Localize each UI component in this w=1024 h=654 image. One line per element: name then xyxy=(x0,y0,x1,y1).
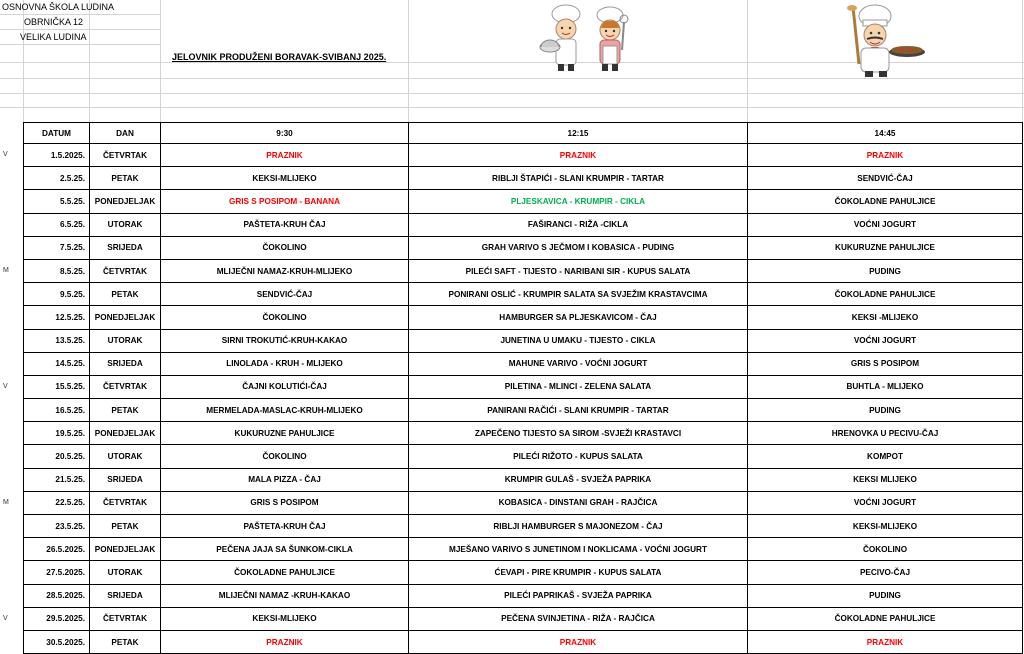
cell-date: 26.5.2025. xyxy=(24,538,90,561)
table-header-row xyxy=(24,123,1023,144)
cell-meal-1215: KOBASICA - DINSTANI GRAH - RAJČICA xyxy=(409,491,748,514)
table-row xyxy=(24,259,1023,282)
cell-meal-930: ČOKOLADNE PAHULJICE xyxy=(161,561,409,584)
header-meal-930: 9:30 xyxy=(161,123,409,144)
school-name: OSNOVNA ŠKOLA LUDINA xyxy=(2,2,115,12)
cell-meal-1215: JUNETINA U UMAKU - TIJESTO - CIKLA xyxy=(409,329,748,352)
school-street: OBRNIČKA 12 xyxy=(24,17,84,27)
cell-meal-1215: PILEĆI PAPRIKAŠ - SVJEŽA PAPRIKA xyxy=(409,584,748,607)
menu-title: JELOVNIK PRODUŽENI BORAVAK-SVIBANJ 2025. xyxy=(172,52,387,62)
cell-day: UTORAK xyxy=(90,561,161,584)
cell-meal-1445: PRAZNIK xyxy=(748,144,1023,167)
side-mark: M xyxy=(3,499,9,506)
table-row xyxy=(24,607,1023,630)
cell-meal-1215: PRAZNIK xyxy=(409,630,748,653)
cell-date: 23.5.25. xyxy=(24,515,90,538)
cell-meal-930: MLIJEČNI NAMAZ-KRUH-MLIJEKO xyxy=(161,259,409,282)
table-row xyxy=(24,422,1023,445)
cell-date: 22.5.25. xyxy=(24,491,90,514)
cell-meal-930: PRAZNIK xyxy=(161,144,409,167)
cell-meal-1445: PUDING xyxy=(748,399,1023,422)
cell-day: ČETVRTAK xyxy=(90,375,161,398)
cell-day: PONEDJELJAK xyxy=(90,422,161,445)
table-row xyxy=(24,630,1023,653)
cell-day: PONEDJELJAK xyxy=(90,538,161,561)
cell-meal-1445: PUDING xyxy=(748,584,1023,607)
table-row xyxy=(24,167,1023,190)
side-mark: V xyxy=(3,615,8,622)
cell-day: PETAK xyxy=(90,399,161,422)
cell-day: PETAK xyxy=(90,167,161,190)
cell-meal-1215: FAŠIRANCI - RIŽA -CIKLA xyxy=(409,213,748,236)
cell-date: 16.5.25. xyxy=(24,399,90,422)
cell-meal-1445: HRENOVKA U PECIVU-ČAJ xyxy=(748,422,1023,445)
table-row xyxy=(24,538,1023,561)
cell-date: 28.5.2025. xyxy=(24,584,90,607)
cell-meal-1445: KEKSI -MLIJEKO xyxy=(748,306,1023,329)
cell-date: 8.5.25. xyxy=(24,259,90,282)
cell-meal-930: ČOKOLINO xyxy=(161,236,409,259)
cell-day: PETAK xyxy=(90,515,161,538)
cell-day: SRIJEDA xyxy=(90,236,161,259)
cell-meal-1445: PRAZNIK xyxy=(748,630,1023,653)
school-city: VELIKA LUDINA xyxy=(20,32,87,42)
cell-day: UTORAK xyxy=(90,329,161,352)
header-datum: DATUM xyxy=(24,123,90,144)
table-row xyxy=(24,399,1023,422)
cell-meal-1445: SENDVIĆ-ČAJ xyxy=(748,167,1023,190)
cell-meal-1215: MAHUNE VARIVO - VOĆNI JOGURT xyxy=(409,352,748,375)
cell-meal-1445: ČOKOLADNE PAHULJICE xyxy=(748,283,1023,306)
table-row xyxy=(24,491,1023,514)
cell-meal-930: MERMELADA-MASLAC-KRUH-MLIJEKO xyxy=(161,399,409,422)
cell-date: 15.5.25. xyxy=(24,375,90,398)
cell-meal-930: ČOKOLINO xyxy=(161,445,409,468)
cell-date: 30.5.2025. xyxy=(24,630,90,653)
cell-meal-1215: PLJESKAVICA - KRUMPIR - CIKLA xyxy=(409,190,748,213)
cell-day: ČETVRTAK xyxy=(90,491,161,514)
cell-day: ČETVRTAK xyxy=(90,144,161,167)
cell-date: 20.5.25. xyxy=(24,445,90,468)
cell-day: UTORAK xyxy=(90,213,161,236)
cell-meal-1215: ZAPEČENO TIJESTO SA SIROM -SVJEŽI KRASTAVCI xyxy=(409,422,748,445)
cell-meal-930: GRIS S POSIPOM - BANANA xyxy=(161,190,409,213)
cell-meal-930: PAŠTETA-KRUH ČAJ xyxy=(161,515,409,538)
cell-meal-1445: ČOKOLADNE PAHULJICE xyxy=(748,607,1023,630)
cell-meal-1445: KUKURUZNE PAHULJICE xyxy=(748,236,1023,259)
table-row xyxy=(24,283,1023,306)
cell-meal-930: KEKSI-MLIJEKO xyxy=(161,167,409,190)
cell-meal-930: PRAZNIK xyxy=(161,630,409,653)
header-meal-1445: 14:45 xyxy=(748,123,1023,144)
cell-date: 29.5.2025. xyxy=(24,607,90,630)
cell-meal-930: SENDVIĆ-ČAJ xyxy=(161,283,409,306)
cell-meal-930: MLIJEČNI NAMAZ -KRUH-KAKAO xyxy=(161,584,409,607)
cell-meal-1445: KEKSI MLIJEKO xyxy=(748,468,1023,491)
cell-meal-1215: HAMBURGER SA PLJESKAVICOM - ČAJ xyxy=(409,306,748,329)
cell-meal-930: KUKURUZNE PAHULJICE xyxy=(161,422,409,445)
cell-day: UTORAK xyxy=(90,445,161,468)
cell-day: PETAK xyxy=(90,283,161,306)
cell-meal-930: MALA PIZZA - ČAJ xyxy=(161,468,409,491)
table-row xyxy=(24,468,1023,491)
chef-pair-illustration xyxy=(538,2,638,74)
side-mark: V xyxy=(3,151,8,158)
cell-meal-1215: GRAH VARIVO S JEČMOM I KOBASICA - PUDING xyxy=(409,236,748,259)
chef-with-pizza-illustration xyxy=(835,2,927,78)
cell-meal-1445: PECIVO-ČAJ xyxy=(748,561,1023,584)
cell-day: SRIJEDA xyxy=(90,352,161,375)
cell-meal-1215: PONIRANI OSLIĆ - KRUMPIR SALATA SA SVJEŽIM KRASTAVCIMA xyxy=(409,283,748,306)
table-row xyxy=(24,236,1023,259)
cell-meal-930: ČAJNI KOLUTIĆI-ČAJ xyxy=(161,375,409,398)
cell-meal-1215: RIBLJI ŠTAPIĆI - SLANI KRUMPIR - TARTAR xyxy=(409,167,748,190)
cell-date: 19.5.25. xyxy=(24,422,90,445)
cell-day: SRIJEDA xyxy=(90,584,161,607)
cell-meal-930: LINOLADA - KRUH - MLIJEKO xyxy=(161,352,409,375)
cell-meal-1445: ČOKOLINO xyxy=(748,538,1023,561)
cell-meal-1215: PEČENA SVINJETINA - RIŽA - RAJČICA xyxy=(409,607,748,630)
cell-date: 5.5.25. xyxy=(24,190,90,213)
cell-meal-1215: KRUMPIR GULAŠ - SVJEŽA PAPRIKA xyxy=(409,468,748,491)
cell-meal-1215: PILETINA - MLINCI - ZELENA SALATA xyxy=(409,375,748,398)
cell-meal-1445: PUDING xyxy=(748,259,1023,282)
cell-meal-1445: VOĆNI JOGURT xyxy=(748,329,1023,352)
cell-meal-1445: BUHTLA - MLIJEKO xyxy=(748,375,1023,398)
cell-meal-1215: PRAZNIK xyxy=(409,144,748,167)
table-row xyxy=(24,375,1023,398)
menu-table xyxy=(23,122,1023,654)
cell-meal-1445: ČOKOLADNE PAHULJICE xyxy=(748,190,1023,213)
table-row xyxy=(24,584,1023,607)
cell-date: 1.5.2025. xyxy=(24,144,90,167)
cell-meal-1215: PANIRANI RAČIĆI - SLANI KRUMPIR - TARTAR xyxy=(409,399,748,422)
cell-meal-1445: GRIS S POSIPOM xyxy=(748,352,1023,375)
table-row xyxy=(24,561,1023,584)
cell-date: 12.5.25. xyxy=(24,306,90,329)
cell-meal-930: GRIS S POSIPOM xyxy=(161,491,409,514)
table-row xyxy=(24,144,1023,167)
table-row xyxy=(24,329,1023,352)
cell-day: PETAK xyxy=(90,630,161,653)
cell-day: PONEDJELJAK xyxy=(90,306,161,329)
cell-day: ČETVRTAK xyxy=(90,259,161,282)
cell-date: 2.5.25. xyxy=(24,167,90,190)
cell-meal-1215: ĆEVAPI - PIRE KRUMPIR - KUPUS SALATA xyxy=(409,561,748,584)
cell-day: SRIJEDA xyxy=(90,468,161,491)
cell-date: 27.5.2025. xyxy=(24,561,90,584)
table-row xyxy=(24,190,1023,213)
header-meal-1215: 12:15 xyxy=(409,123,748,144)
cell-date: 6.5.25. xyxy=(24,213,90,236)
header-dan: DAN xyxy=(90,123,161,144)
cell-meal-1445: KEKSI-MLIJEKO xyxy=(748,515,1023,538)
side-mark: V xyxy=(3,383,8,390)
cell-meal-930: KEKSI-MLIJEKO xyxy=(161,607,409,630)
cell-meal-1215: PILEĆI SAFT - TIJESTO - NARIBANI SIR - KUPUS SALATA xyxy=(409,259,748,282)
table-row xyxy=(24,213,1023,236)
cell-meal-1215: RIBLJI HAMBURGER S MAJONEZOM - ČAJ xyxy=(409,515,748,538)
cell-date: 21.5.25. xyxy=(24,468,90,491)
side-mark: M xyxy=(3,267,9,274)
cell-meal-930: PEČENA JAJA SA ŠUNKOM-CIKLA xyxy=(161,538,409,561)
cell-day: PONEDJELJAK xyxy=(90,190,161,213)
table-row xyxy=(24,515,1023,538)
table-row xyxy=(24,445,1023,468)
cell-date: 9.5.25. xyxy=(24,283,90,306)
cell-meal-1445: VOĆNI JOGURT xyxy=(748,213,1023,236)
cell-meal-930: ČOKOLINO xyxy=(161,306,409,329)
table-row xyxy=(24,306,1023,329)
cell-meal-1445: VOĆNI JOGURT xyxy=(748,491,1023,514)
cell-day: ČETVRTAK xyxy=(90,607,161,630)
cell-meal-930: PAŠTETA-KRUH ČAJ xyxy=(161,213,409,236)
cell-date: 13.5.25. xyxy=(24,329,90,352)
cell-date: 7.5.25. xyxy=(24,236,90,259)
cell-meal-1215: PILEĆI RIŽOTO - KUPUS SALATA xyxy=(409,445,748,468)
cell-meal-930: SIRNI TROKUTIĆ-KRUH-KAKAO xyxy=(161,329,409,352)
cell-date: 14.5.25. xyxy=(24,352,90,375)
cell-meal-1215: MJEŠANO VARIVO S JUNETINOM I NOKLICAMA - VOĆNI JOGURT xyxy=(409,538,748,561)
cell-meal-1445: KOMPOT xyxy=(748,445,1023,468)
table-row xyxy=(24,352,1023,375)
